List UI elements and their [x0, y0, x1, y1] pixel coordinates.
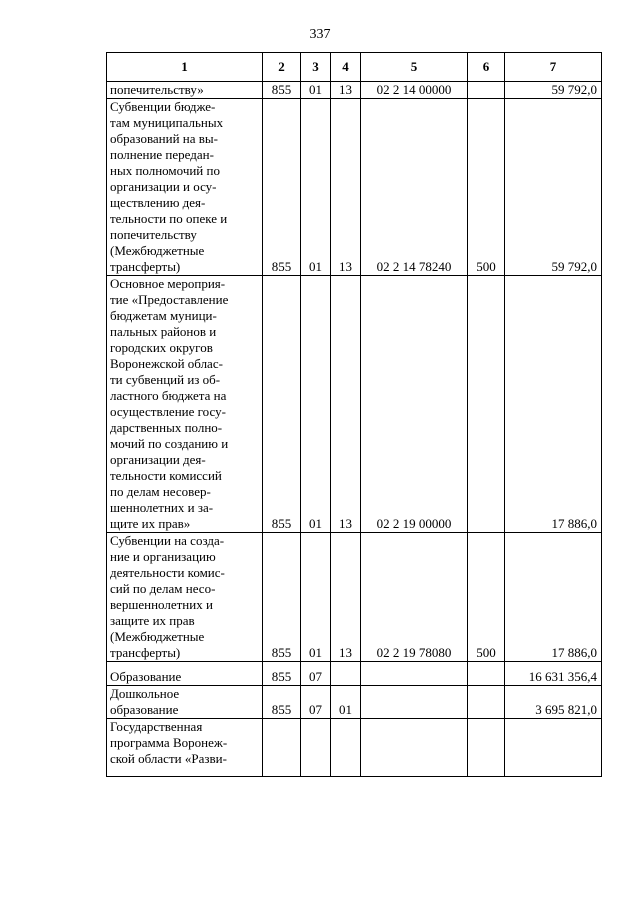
cell-target-article: 02 2 14 00000 — [361, 82, 468, 99]
cell-amount: 59 792,0 — [505, 82, 602, 99]
name-line: деятельности комис- — [110, 565, 225, 580]
name-line: щите их прав» — [110, 516, 191, 531]
cell-name — [107, 719, 263, 777]
header-col-3: 3 — [301, 53, 331, 82]
name-line: там муниципальных — [110, 115, 224, 130]
name-line: мочий по созданию и — [110, 436, 229, 451]
name-line: программа Воронеж- — [110, 735, 228, 750]
cell-chapter: 855 — [263, 533, 301, 662]
name-line: организации и осу- — [110, 179, 217, 194]
table-row — [107, 276, 602, 533]
name-line: пальных районов и — [110, 324, 217, 339]
cell-section: 01 — [301, 82, 331, 99]
name-line: ластного бюджета на — [110, 388, 227, 403]
cell-target-article: 02 2 19 78080 — [361, 533, 468, 662]
budget-table — [106, 52, 602, 777]
name-line: образований на вы- — [110, 131, 218, 146]
name-line: бюджетам муници- — [110, 308, 217, 323]
name-line: образование — [110, 702, 179, 717]
name-line: (Межбюджетные — [110, 243, 205, 258]
name-line: Субвенции на созда- — [110, 533, 225, 548]
header-row — [107, 53, 602, 82]
name-line: трансферты) — [110, 645, 181, 660]
cell-amount: 59 792,0 — [505, 99, 602, 276]
name-line: Образование — [110, 669, 182, 684]
cell-name — [107, 99, 263, 276]
cell-chapter: 855 — [263, 276, 301, 533]
cell-subsection: 13 — [331, 533, 361, 662]
name-line: сий по делам несо- — [110, 581, 216, 596]
header-col-5: 5 — [361, 53, 468, 82]
cell-subsection — [331, 662, 361, 686]
cell-subsection: 13 — [331, 99, 361, 276]
cell-target-article: 02 2 19 00000 — [361, 276, 468, 533]
cell-amount: 3 695 821,0 — [505, 686, 602, 719]
name-line: ние и организацию — [110, 549, 216, 564]
cell-expense-type — [468, 662, 505, 686]
cell-subsection: 13 — [331, 276, 361, 533]
cell-target-article: 02 2 14 78240 — [361, 99, 468, 276]
name-line: по делам несовер- — [110, 484, 211, 499]
name-line: шеннолетних и за- — [110, 500, 214, 515]
header-col-4: 4 — [331, 53, 361, 82]
name-line: организации дея- — [110, 452, 206, 467]
name-line: полнение передан- — [110, 147, 214, 162]
name-line: трансферты) — [110, 259, 181, 274]
cell-subsection: 13 — [331, 82, 361, 99]
name-line: Дошкольное — [110, 686, 180, 701]
cell-expense-type — [468, 719, 505, 777]
cell-expense-type — [468, 686, 505, 719]
cell-amount — [505, 719, 602, 777]
name-line: тие «Предоставление — [110, 292, 229, 307]
header-col-6: 6 — [468, 53, 505, 82]
name-line: Субвенции бюдже- — [110, 99, 216, 114]
cell-target-article — [361, 686, 468, 719]
name-line: ществлению дея- — [110, 195, 206, 210]
name-line: попечительству — [110, 227, 197, 242]
header-col-2: 2 — [263, 53, 301, 82]
cell-name — [107, 276, 263, 533]
cell-chapter: 855 — [263, 82, 301, 99]
name-line: тельности комиссий — [110, 468, 222, 483]
table-row — [107, 82, 602, 99]
table-row — [107, 719, 602, 777]
table-body — [107, 82, 602, 777]
name-line: Государственная — [110, 719, 203, 734]
cell-section — [301, 719, 331, 777]
cell-name — [107, 686, 263, 719]
cell-amount: 17 886,0 — [505, 533, 602, 662]
cell-subsection: 01 — [331, 686, 361, 719]
cell-expense-type: 500 — [468, 99, 505, 276]
table-row — [107, 99, 602, 276]
cell-name — [107, 82, 263, 99]
cell-section: 07 — [301, 662, 331, 686]
header-col-1: 1 — [107, 53, 263, 82]
page-number: 337 — [309, 27, 331, 42]
name-line: ти субвенций из об- — [110, 372, 221, 387]
cell-name — [107, 533, 263, 662]
cell-section: 01 — [301, 276, 331, 533]
name-line: Воронежской облас- — [110, 356, 223, 371]
cell-chapter — [263, 719, 301, 777]
cell-expense-type — [468, 82, 505, 99]
name-line: осуществление госу- — [110, 404, 226, 419]
name-line: тельности по опеке и — [110, 211, 228, 226]
cell-expense-type — [468, 276, 505, 533]
name-line: ской области «Разви- — [110, 751, 227, 766]
cell-subsection — [331, 719, 361, 777]
name-line: (Межбюджетные — [110, 629, 205, 644]
cell-target-article — [361, 662, 468, 686]
name-line: защите их прав — [110, 613, 195, 628]
name-line: дарственных полно- — [110, 420, 223, 435]
cell-target-article — [361, 719, 468, 777]
name-line: попечительству» — [110, 82, 204, 97]
cell-amount: 17 886,0 — [505, 276, 602, 533]
cell-section: 07 — [301, 686, 331, 719]
header-col-7: 7 — [505, 53, 602, 82]
name-line: Основное мероприя- — [110, 276, 226, 291]
cell-section: 01 — [301, 99, 331, 276]
name-line: вершеннолетних и — [110, 597, 213, 612]
cell-section: 01 — [301, 533, 331, 662]
name-line: городских округов — [110, 340, 213, 355]
cell-chapter: 855 — [263, 99, 301, 276]
cell-name — [107, 662, 263, 686]
cell-amount: 16 631 356,4 — [505, 662, 602, 686]
table-row — [107, 533, 602, 662]
cell-expense-type: 500 — [468, 533, 505, 662]
table-row — [107, 686, 602, 719]
table-row — [107, 662, 602, 686]
name-line: ных полномочий по — [110, 163, 220, 178]
cell-chapter: 855 — [263, 662, 301, 686]
cell-chapter: 855 — [263, 686, 301, 719]
